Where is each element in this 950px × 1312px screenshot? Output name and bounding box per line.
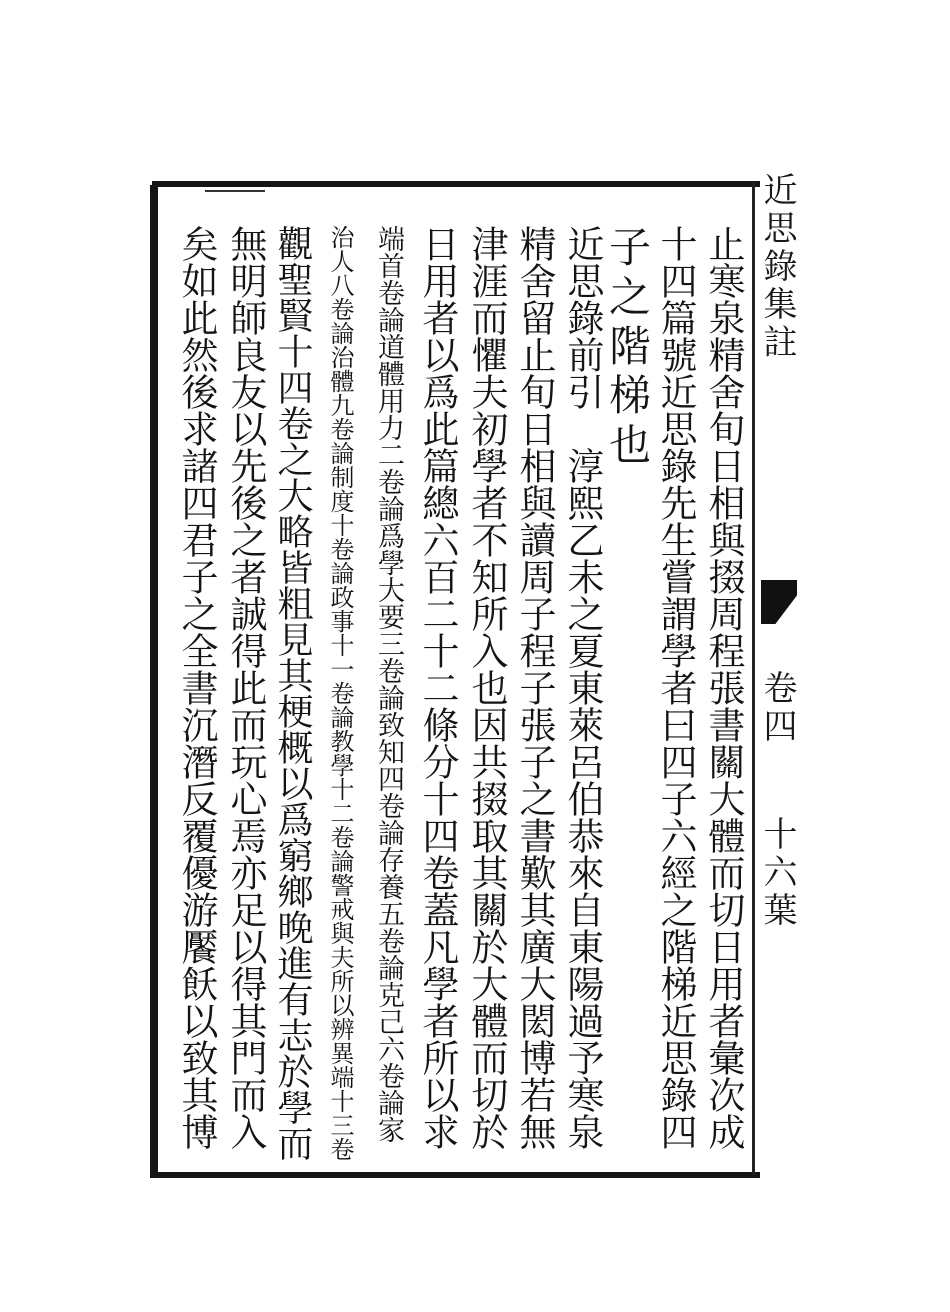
text-column-11: 無明師良友以先後之者誠得此而玩心焉亦足以得其門而入 — [224, 225, 267, 1150]
text-column-8: 端首卷論道體用力二卷論爲學大要三卷論致知四卷論存養五卷論克己六卷論家 — [373, 225, 404, 1143]
text-column-3: 子之階梯也 — [603, 225, 652, 472]
frame-bottom-rule — [152, 1172, 760, 1178]
margin-leaf-number: 十六葉 — [757, 816, 797, 930]
page-margin-strip — [757, 172, 797, 1177]
print-mark — [205, 190, 265, 192]
fish-tail-mark — [761, 580, 797, 624]
frame-right-rule — [752, 183, 755, 1175]
text-column-10: 觀聖賢十四卷之大略皆粗見其梗概以爲窮鄉晚進有志於學而 — [272, 225, 313, 1161]
text-column-12: 矣如此然後求諸四君子之全書沉潛反覆優游饜飫以致其博 — [175, 225, 218, 1150]
text-column-5: 精舍留止旬日相與讀周子程子張子之書歎其廣大閎博若無 — [513, 225, 556, 1150]
text-column-4: 近思錄前引 淳熙乙未之夏東萊呂伯恭來自東陽過予寒泉 — [561, 225, 604, 1150]
text-column-1: 止寒泉精舍旬日相與掇周程張書關大體而切日用者彙次成 — [702, 225, 745, 1150]
text-column-9: 治人八卷論治體九卷論制度十卷論政事十一卷論教學十二卷論警戒與夫所以辨異端十三卷 — [326, 225, 354, 1161]
margin-chapter: 卷四 — [757, 670, 797, 746]
text-column-2: 十四篇號近思錄先生嘗謂學者曰四子六經之階梯近思錄四 — [654, 225, 697, 1150]
frame-top-rule — [152, 181, 760, 187]
text-column-7: 日用者以爲此篇總六百二十二條分十四卷蓋凡學者所以求 — [416, 225, 459, 1150]
frame-left-rule — [150, 185, 158, 1178]
text-column-6: 津涯而懼夫初學者不知所入也因共掇取其關於大體而切於 — [465, 225, 508, 1150]
margin-book-title: 近思錄集註 — [757, 172, 797, 362]
